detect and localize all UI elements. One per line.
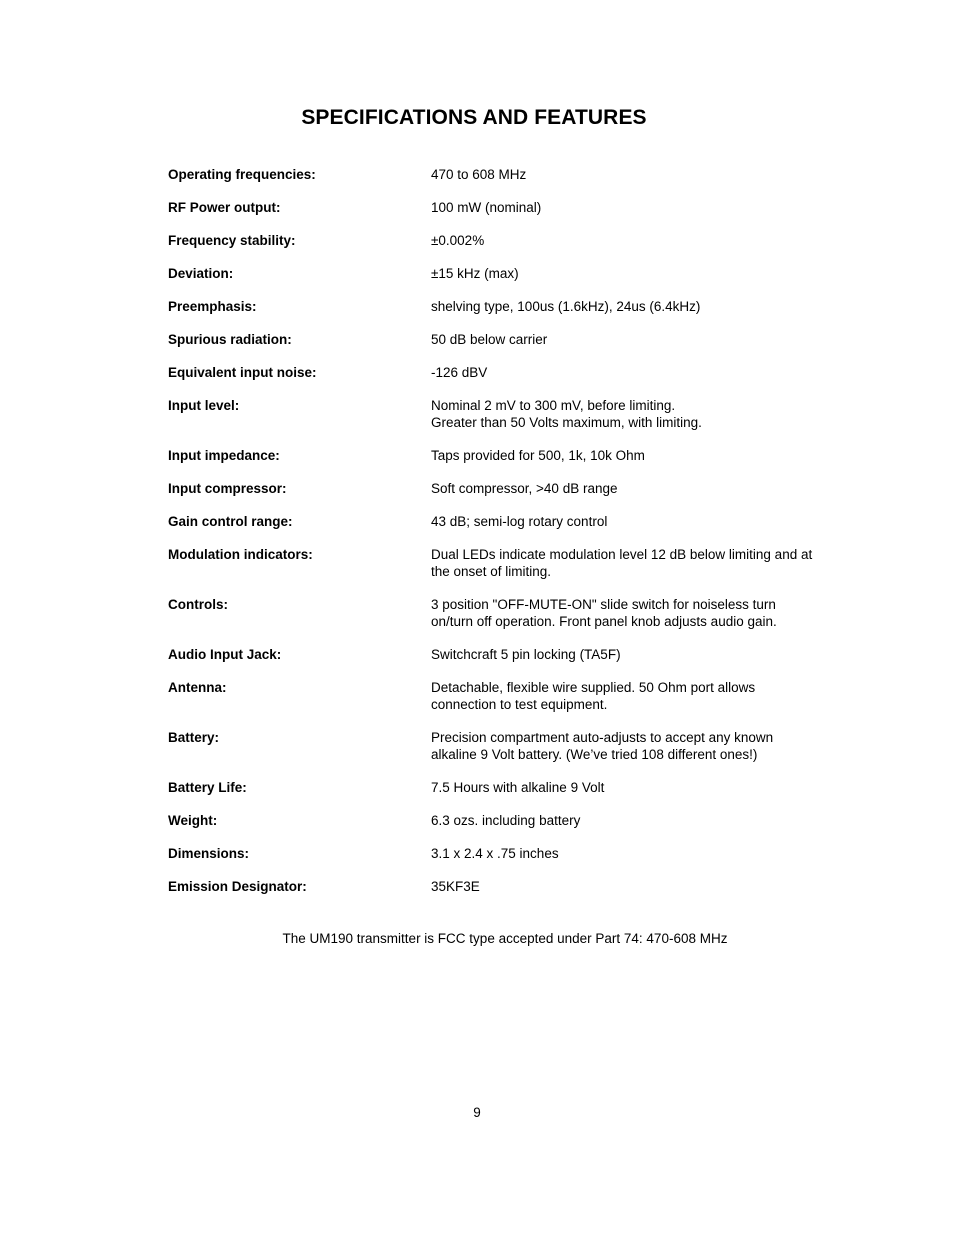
spec-label: RF Power output:	[168, 200, 281, 215]
spec-value: Dual LEDs indicate modulation level 12 dB below limiting and at the onset of limiting.	[431, 547, 813, 579]
spec-label: Antenna:	[168, 680, 227, 695]
spec-value: Precision compartment auto-adjusts to accept any known alkaline 9 Volt battery. (We’ve tried 108 different ones!)	[431, 730, 774, 762]
spec-row	[168, 298, 858, 315]
spec-label: Dimensions:	[168, 846, 250, 861]
spec-row	[168, 513, 858, 530]
page-title: SPECIFICATIONS AND FEATURES	[301, 106, 647, 129]
spec-label: Operating frequencies:	[168, 167, 316, 182]
spec-row	[168, 480, 858, 497]
spec-label: Controls:	[168, 597, 228, 612]
spec-label: Frequency stability:	[168, 233, 296, 248]
spec-row	[168, 546, 858, 580]
spec-row	[168, 166, 858, 183]
spec-row	[168, 232, 858, 249]
spec-label: Battery Life:	[168, 780, 247, 795]
spec-value: 35KF3E	[431, 879, 480, 894]
spec-value: ±0.002%	[431, 233, 485, 248]
spec-row	[168, 331, 858, 348]
spec-row	[168, 447, 858, 464]
spec-label: Battery:	[168, 730, 220, 745]
spec-value: 43 dB; semi-log rotary control	[431, 514, 608, 529]
spec-row	[168, 812, 858, 829]
spec-value: Switchcraft 5 pin locking (TA5F)	[431, 647, 621, 662]
spec-label: Gain control range:	[168, 514, 293, 529]
spec-row	[168, 779, 858, 796]
spec-value: 50 dB below carrier	[431, 332, 548, 347]
fcc-footnote: The UM190 transmitter is FCC type accepted under Part 74: 470-608 MHz	[282, 931, 728, 946]
spec-value: Detachable, flexible wire supplied. 50 Ohm port allows connection to test equipment.	[431, 680, 756, 712]
spec-row	[168, 729, 858, 763]
spec-row	[168, 646, 858, 663]
spec-label: Audio Input Jack:	[168, 647, 282, 662]
spec-value: 100 mW (nominal)	[431, 200, 542, 215]
spec-row	[168, 364, 858, 381]
spec-row	[168, 845, 858, 862]
spec-label: Deviation:	[168, 266, 234, 281]
spec-row	[168, 265, 858, 282]
spec-value: Nominal 2 mV to 300 mV, before limiting. Greater than 50 Volts maximum, with limiting.	[431, 398, 702, 430]
spec-value: 3.1 x 2.4 x .75 inches	[431, 846, 559, 861]
spec-value: 7.5 Hours with alkaline 9 Volt	[431, 780, 605, 795]
spec-value: -126 dBV	[431, 365, 488, 380]
spec-label: Input impedance:	[168, 448, 280, 463]
spec-value: 470 to 608 MHz	[431, 167, 527, 182]
spec-value: ±15 kHz (max)	[431, 266, 519, 281]
spec-row	[168, 596, 858, 630]
spec-label: Spurious radiation:	[168, 332, 292, 347]
spec-row	[168, 397, 858, 431]
spec-row	[168, 679, 858, 713]
spec-label: Input level:	[168, 398, 240, 413]
spec-label: Modulation indicators:	[168, 547, 313, 562]
spec-label: Preemphasis:	[168, 299, 257, 314]
page-number: 9	[473, 1105, 481, 1120]
spec-value: Taps provided for 500, 1k, 10k Ohm	[431, 448, 645, 463]
spec-label: Emission Designator:	[168, 879, 307, 894]
spec-row	[168, 199, 858, 216]
spec-value: shelving type, 100us (1.6kHz), 24us (6.4kHz)	[431, 299, 701, 314]
spec-row	[168, 878, 858, 895]
spec-value: Soft compressor, >40 dB range	[431, 481, 618, 496]
spec-label: Equivalent input noise:	[168, 365, 317, 380]
spec-label: Weight:	[168, 813, 218, 828]
spec-value: 3 position "OFF-MUTE-ON" slide switch for noiseless turn on/turn off operation. Front panel knob adjusts audio gain.	[431, 597, 777, 629]
spec-value: 6.3 ozs. including battery	[431, 813, 581, 828]
spec-table	[168, 166, 858, 895]
spec-label: Input compressor:	[168, 481, 287, 496]
